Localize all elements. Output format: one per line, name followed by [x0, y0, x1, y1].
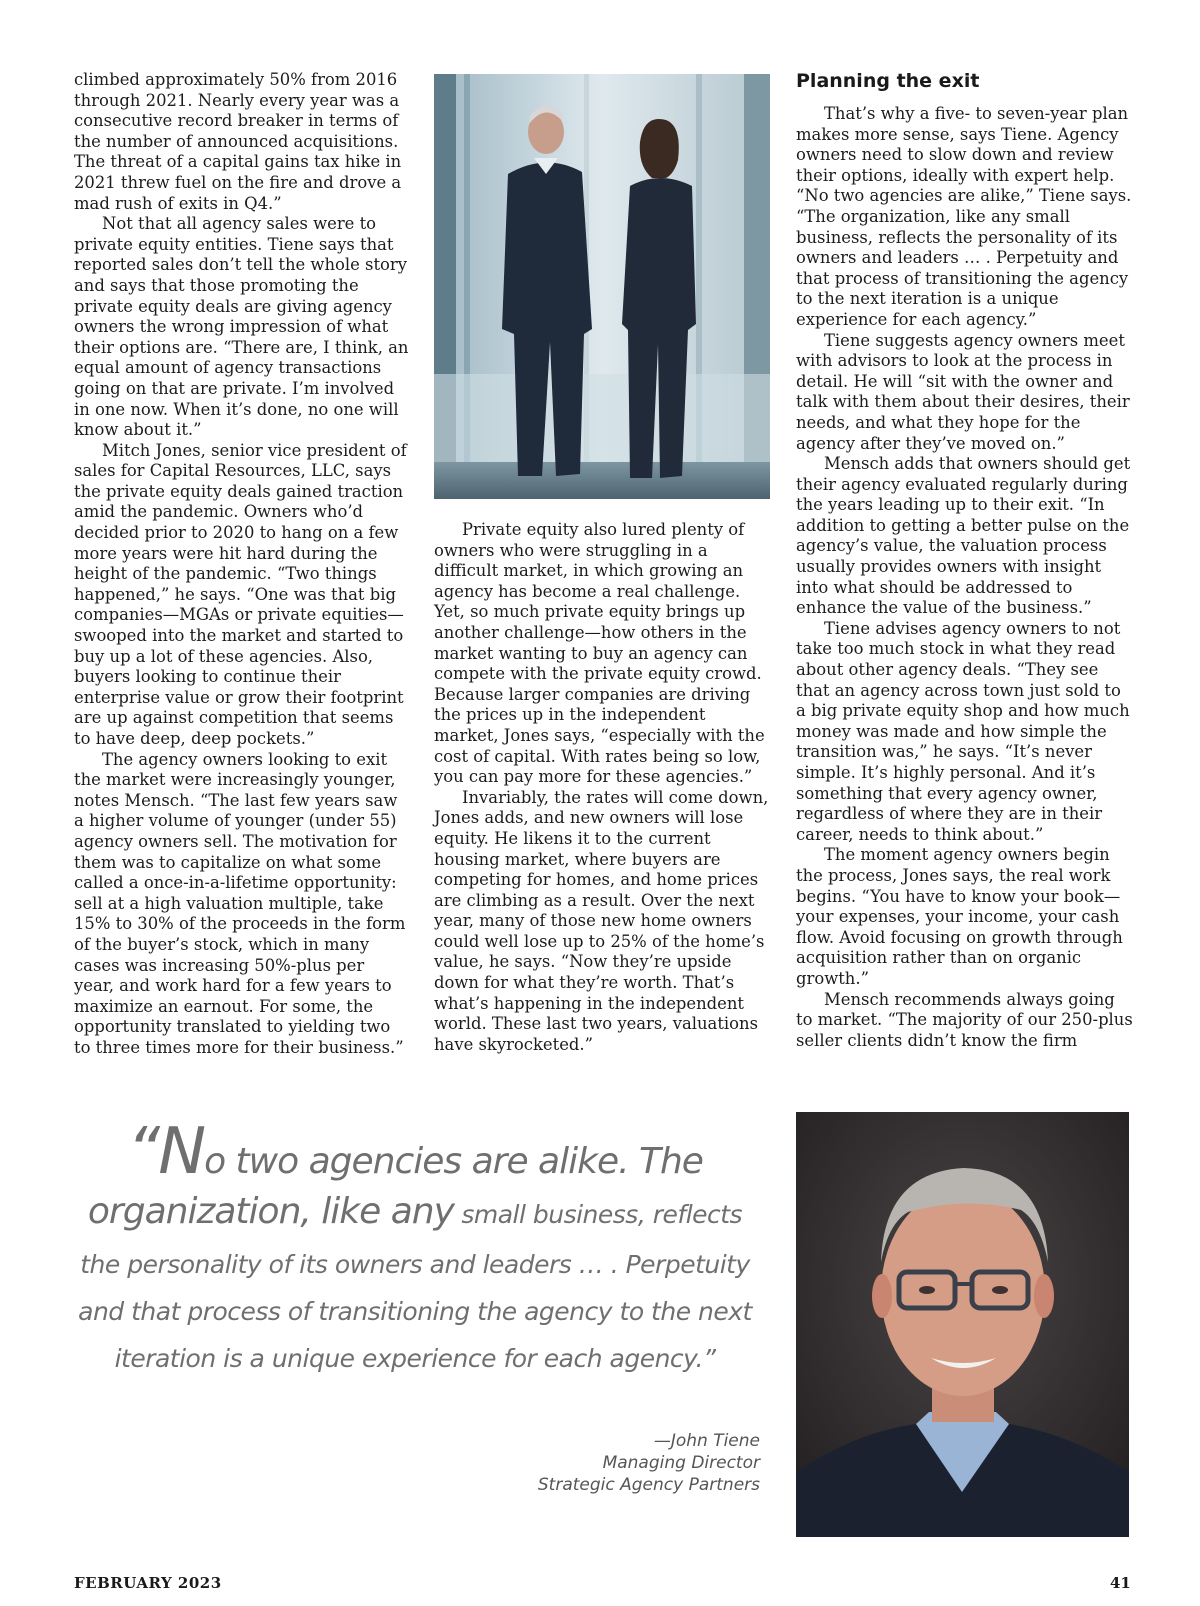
- paragraph: That’s why a five- to seven-year plan makes more sense, says Tiene. Agency owners need to slow down and review their options, ideally with expert help. “No two agencies are alike,” Tiene says. “The organization, like any small business, reflects the personality of its owners and leaders … . Perpetuity and that process of transitioning the agency to the next iteration is a unique experience for each agency.”: [796, 104, 1132, 329]
- pull-quote-line-2: [60, 1186, 770, 1241]
- paragraph: The agency owners looking to exit the market were increasingly younger, notes Mensch. “The last few years saw a higher volume of younger (under 55) agency owners sell. The motivation for them was to capitalize on what some called a once-in-a-lifetime opportunity: sell at a high valuation multiple, take 15% to 30% of the proceeds in the form of the buyer’s stock, which in many cases was increasing 50%-plus per year, and work hard for a few years to maximize an earnout. For some, the opportunity translated to yielding two to three times more for their business.”: [74, 749, 406, 1057]
- paragraph: Not that all agency sales were to private equity entities. Tiene says that reported sales don’t tell the whole story and says that those promoting the private equity deals are giving agency owners the wrong impression of what their options are. “There are, I think, an equal amount of agency transactions going on that are private. I’m involved in one now. When it’s done, no one will know about it.”: [74, 214, 409, 440]
- paragraph: Private equity also lured plenty of owners who were struggling in a difficult market, in which growing an agency has become a real challenge. Yet, so much private equity brings up another challenge—how others in the market wanting to buy an agency can compete with the private equity crowd. Because larger companies are driving the prices up in the independent market, Jones says, “especially with the cost of capital. With rates being so low, you can pay more for these agencies.”: [434, 520, 765, 787]
- pull-quote-text-small: small business, reflects: [453, 1200, 743, 1229]
- paragraph: climbed approximately 50% from 2016 through 2021. Nearly every year was a consecutive record breaker in terms of the number of announced acquisitions. The threat of a capital gains tax hike in 2021 threw fuel on the fire and drove a mad rush of exits in Q4.”: [74, 70, 402, 213]
- quote-attribution: [430, 1430, 760, 1496]
- pull-quote-line-3: the personality of its owners and leaders … . Perpetuity: [80, 1250, 750, 1279]
- paragraph: Tiene suggests agency owners meet with advisors to look at the process in detail. He will “sit with the owner and talk with them about their desires, their needs, and what they hope for the agency after they’ve moved on.”: [796, 330, 1130, 453]
- business-people-photo: [434, 74, 770, 499]
- pull-quote-text: organization, like any: [87, 1191, 454, 1232]
- paragraph: Tiene advises agency owners to not take too much stock in what they read about other agency deals. “They see that an agency across town just sold to a big private equity shop and how much money was made and how simple the transition was,” he says. “It’s never simple. It’s highly personal. And it’s something that every agency owner, regardless of where they are in their career, needs to think about.”: [796, 618, 1130, 844]
- attribution-title: Managing Director: [602, 1453, 760, 1473]
- issue-date: FEBRUARY 2023: [74, 1574, 222, 1592]
- quote-open-mark: “: [127, 1115, 159, 1189]
- paragraph: Invariably, the rates will come down, Jones adds, and new owners will lose equity. He likens it to the current housing market, where buyers are competing for homes, and home prices are climbing as a result. Over the next year, many of those new home owners could well lose up to 25% of the home’s value, he says. “Now they’re upside down for what they’re worth. That’s what’s happening in the independent world. These last two years, valuations have skyrocketed.”: [434, 787, 769, 1054]
- paragraph: The moment agency owners begin the process, Jones says, the real work begins. “You have to know your book—your expenses, your income, your cash flow. Avoid focusing on growth through acquisition rather than on organic growth.”: [796, 845, 1123, 988]
- article-column-3: [796, 104, 1134, 1051]
- pull-quote-line-1: [60, 1115, 770, 1189]
- pull-quote-line-5: iteration is a unique experience for each agency.”: [114, 1344, 716, 1373]
- paragraph: Mitch Jones, senior vice president of sales for Capital Resources, LLC, says the private equity deals gained traction amid the pandemic. Owners who’d decided prior to 2020 to hang on a few more years were hit hard during the height of the pandemic. “Two things happened,” he says. “One was that big companies—MGAs or private equities—swooped into the market and started to buy up a lot of these agencies. Also, buyers looking to continue their enterprise value or grow their footprint are up against competition that seems to have deep, deep pockets.”: [74, 440, 407, 748]
- pull-quote-text: o two agencies are alike. The: [204, 1141, 703, 1182]
- quote-initial-letter: N: [158, 1115, 205, 1189]
- pull-quote: [60, 1115, 770, 1382]
- business-people-illustration: [434, 74, 770, 499]
- section-heading: Planning the exit: [796, 70, 980, 92]
- page-number: 41: [1110, 1574, 1131, 1592]
- paragraph: Mensch recommends always going to market. “The majority of our 250-plus seller clients didn’t know the firm: [796, 989, 1133, 1050]
- attribution-company: Strategic Agency Partners: [537, 1475, 760, 1495]
- pull-quote-line-4: and that process of transitioning the agency to the next: [78, 1297, 752, 1326]
- article-column-1: [74, 70, 409, 1059]
- attribution-name: —John Tiene: [653, 1431, 760, 1451]
- portrait-illustration: [796, 1112, 1129, 1537]
- paragraph: Mensch adds that owners should get their agency evaluated regularly during the years leading up to their exit. “In addition to getting a better pulse on the agency’s value, the valuation process usually provides owners with insight into what should be addressed to enhance the value of the business.”: [796, 454, 1131, 618]
- article-column-2: [434, 520, 769, 1055]
- portrait-photo: [796, 1112, 1129, 1537]
